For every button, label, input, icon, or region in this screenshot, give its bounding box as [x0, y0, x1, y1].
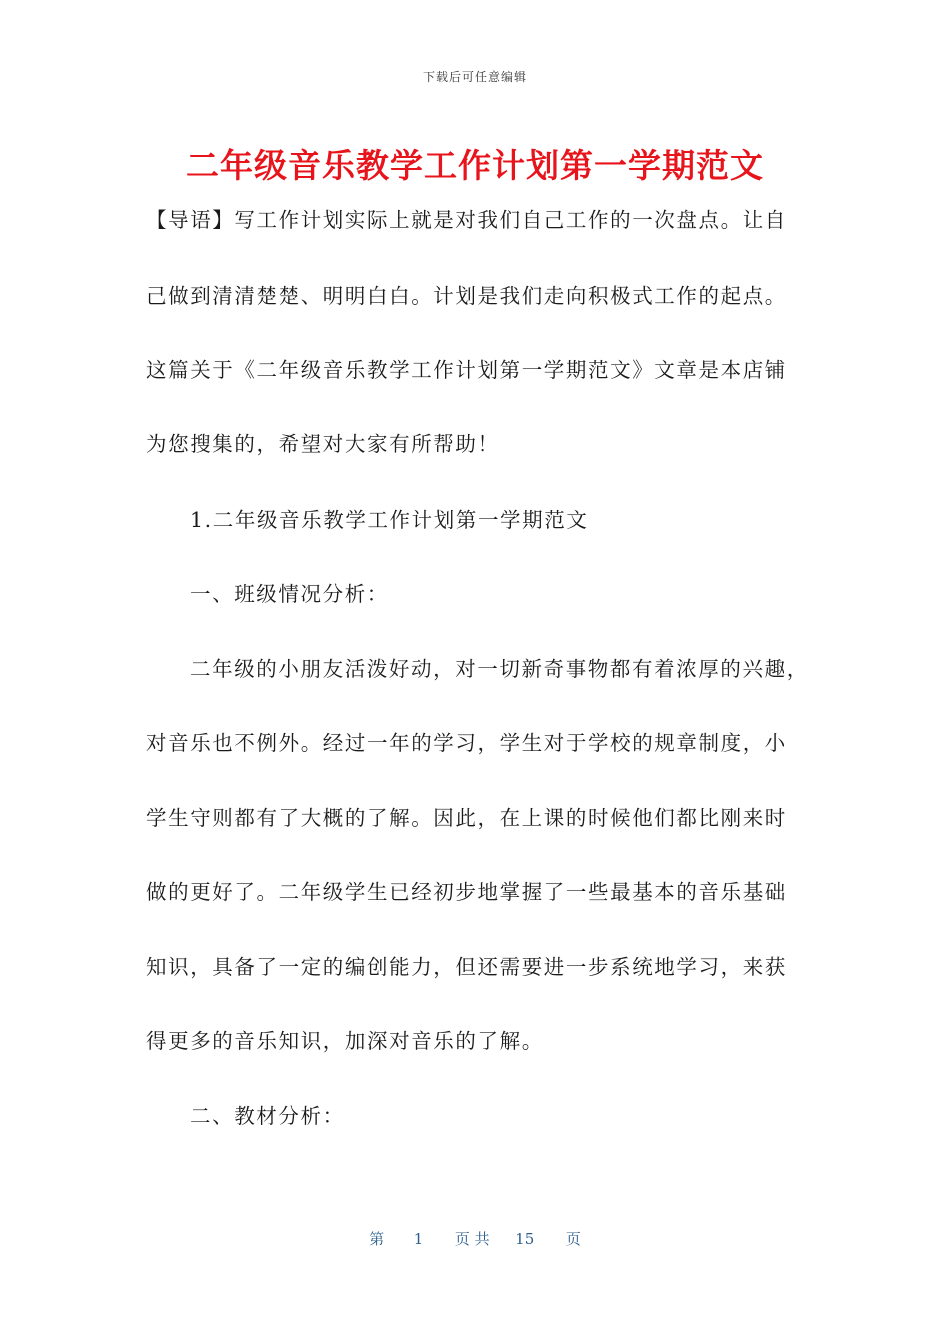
- paragraph-line: 对音乐也不例外。经过一年的学习，学生对于学校的规章制度，小: [146, 731, 787, 755]
- section-heading: 1.二年级音乐教学工作计划第一学期范文: [190, 508, 589, 532]
- section-heading: 一、班级情况分析：: [190, 582, 389, 606]
- paragraph-line: 学生守则都有了大概的了解。因此，在上课的时候他们都比刚来时: [146, 806, 787, 830]
- paragraph-line: 这篇关于《二年级音乐教学工作计划第一学期范文》文章是本店铺: [146, 358, 787, 382]
- paragraph-line: 为您搜集的，希望对大家有所帮助！: [146, 432, 500, 456]
- footer-prefix: 第: [369, 1230, 385, 1248]
- section-heading: 二、教材分析：: [190, 1104, 345, 1128]
- paragraph-line: 做的更好了。二年级学生已经初步地掌握了一些最基本的音乐基础: [146, 880, 787, 904]
- page-footer: [0, 1228, 950, 1249]
- header-note: 下载后可任意编辑: [422, 70, 527, 84]
- footer-total-pages: 15: [515, 1230, 535, 1248]
- paragraph-line: 己做到清清楚楚、明明白白。计划是我们走向积极式工作的起点。: [146, 284, 787, 308]
- paragraph-line: 【导语】写工作计划实际上就是对我们自己工作的一次盘点。让自: [146, 208, 787, 232]
- document-title: 二年级音乐教学工作计划第一学期范文: [186, 146, 764, 185]
- paragraph-line: 知识，具备了一定的编创能力，但还需要进一步系统地学习，来获: [146, 955, 787, 979]
- footer-suffix: 页: [565, 1230, 581, 1248]
- footer-middle: 页 共: [454, 1230, 490, 1248]
- footer-page-number: 1: [413, 1230, 424, 1248]
- paragraph-line: 二年级的小朋友活泼好动，对一切新奇事物都有着浓厚的兴趣，: [190, 657, 809, 681]
- paragraph-line: 得更多的音乐知识，加深对音乐的了解。: [146, 1029, 544, 1053]
